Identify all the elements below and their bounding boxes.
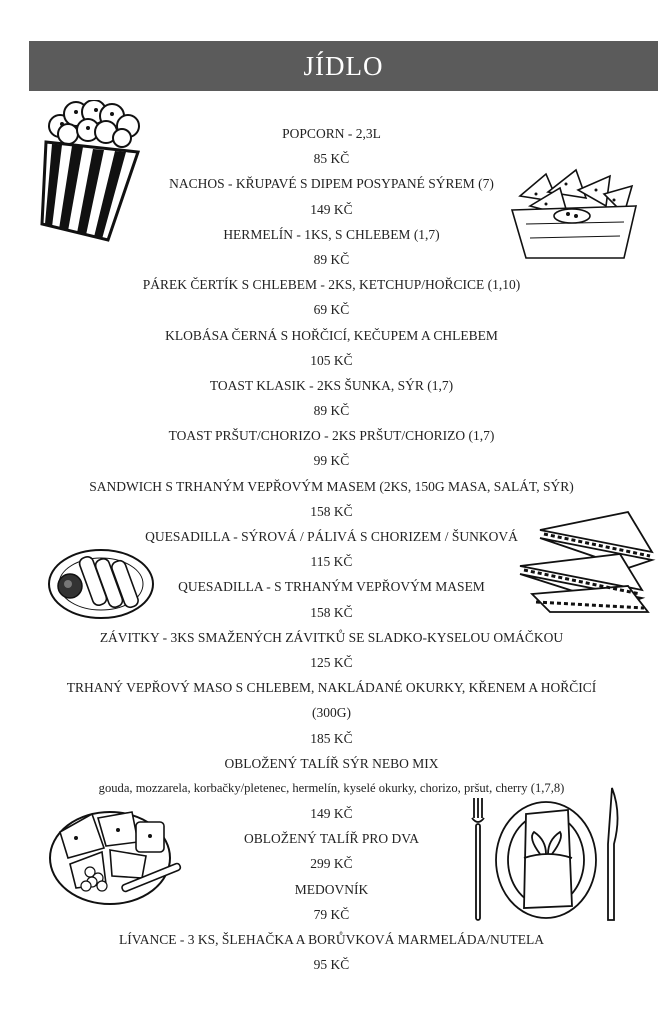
nachos-icon bbox=[506, 166, 642, 262]
item-name: KLOBÁSA ČERNÁ S HOŘČICÍ, KEČUPEM A CHLEBEM bbox=[165, 327, 498, 343]
item-price: 69 KČ bbox=[313, 302, 350, 318]
item-price: 125 KČ bbox=[310, 654, 353, 670]
item-name: HERMELÍN - 1KS, S CHLEBEM (1,7) bbox=[223, 226, 440, 242]
item-price: 115 KČ bbox=[310, 554, 353, 570]
item-name: MEDOVNÍK bbox=[294, 881, 369, 897]
item-name: OBLOŽENÝ TALÍŘ PRO DVA bbox=[243, 831, 420, 847]
item-price: 85 KČ bbox=[313, 151, 350, 167]
item-name: PÁREK ČERTÍK S CHLEBEM - 2KS, KETCHUP/HOŘCICE (1,10) bbox=[142, 277, 521, 293]
item-price: 185 KČ bbox=[310, 730, 353, 746]
item-name: QUESADILLA - S TRHANÝM VEPŘOVÝM MASEM bbox=[178, 579, 485, 595]
quesadilla-icon bbox=[510, 508, 656, 618]
cheese-board-icon bbox=[46, 802, 186, 910]
item-name: TOAST PRŠUT/CHORIZO - 2KS PRŠUT/CHORIZO (1,7) bbox=[168, 428, 495, 444]
item-price: 149 KČ bbox=[310, 201, 353, 217]
menu-header bbox=[29, 41, 658, 91]
item-name: SANDWICH S TRHANÝM VEPŘOVÝM MASEM (2KS, 150G MASA, SALÁT, SÝR) bbox=[89, 478, 574, 494]
item-name: QUESADILLA - SÝROVÁ / PÁLIVÁ S CHORIZEM / ŠUNKOVÁ bbox=[145, 529, 518, 544]
item-price: 105 KČ bbox=[310, 352, 353, 368]
cutlery-plate-icon bbox=[468, 784, 626, 924]
spring-rolls-icon bbox=[46, 546, 156, 622]
item-name: TOAST KLASIK - 2KS ŠUNKA, SÝR (1,7) bbox=[209, 377, 454, 393]
item-name: POPCORN - 2,3L bbox=[282, 126, 381, 141]
item-price: 299 KČ bbox=[310, 856, 353, 872]
item-description: gouda, mozzarela, korbačky/pletenec, hermelín, kyselé okurky, chorizo, pršut, cherry (1,7,8) bbox=[98, 780, 565, 795]
item-price: 149 KČ bbox=[310, 806, 353, 822]
item-price: 158 KČ bbox=[310, 503, 353, 519]
item-name: OBLOŽENÝ TALÍŘ SÝR NEBO MIX bbox=[224, 755, 439, 771]
item-price: 89 KČ bbox=[313, 403, 350, 419]
item-name: TRHANÝ VEPŘOVÝ MASO S CHLEBEM, NAKLÁDANÉ OKURKY, KŘENEM A HOŘČICÍ bbox=[66, 680, 597, 696]
item-name: ZÁVITKY - 3KS SMAŽENÝCH ZÁVITKŮ SE SLADKO-KYSELOU OMÁČKOU bbox=[99, 629, 564, 645]
item-name: LÍVANCE - 3 KS, ŠLEHAČKA A BORŮVKOVÁ MARMELÁDA/NUTELA bbox=[118, 932, 544, 947]
popcorn-icon bbox=[36, 100, 144, 242]
item-price: 79 KČ bbox=[313, 906, 350, 922]
item-price: 99 KČ bbox=[313, 453, 350, 469]
menu-title: JÍDLO bbox=[303, 50, 384, 81]
item-price: 158 KČ bbox=[310, 604, 353, 620]
item-price: 95 KČ bbox=[313, 957, 350, 973]
item-price: 89 KČ bbox=[313, 251, 350, 267]
item-name: NACHOS - KŘUPAVÉ S DIPEM POSYPANÉ SÝREM (7) bbox=[169, 176, 494, 192]
item-name-continued: (300G) bbox=[312, 705, 351, 721]
